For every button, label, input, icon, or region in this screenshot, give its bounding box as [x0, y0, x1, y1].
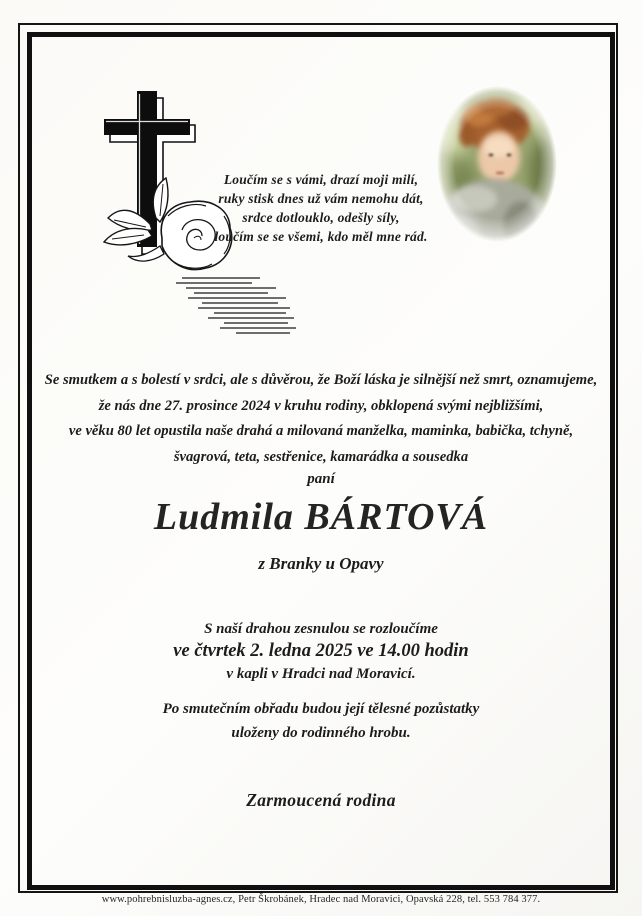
announcement-paragraph [36, 368, 606, 470]
poem-line: ruky stisk dnes už vám nemohu dát, [218, 191, 424, 206]
announcement-line: ve věku 80 let opustila naše drahá a milovaná manželka, maminka, babička, tchyně, [68, 423, 574, 439]
funeral-service-footer: www.pohrebnisluzba-agnes.cz, Petr Škrobánek, Hradec nad Moravici, Opavská 228, tel. 553 784 377. [101, 894, 541, 905]
poem-line: srdce dotlouklo, odešly síly, [242, 210, 400, 225]
shadow-hatching [176, 278, 296, 333]
burial-note-line: uloženy do rodinného hrobu. [231, 725, 411, 741]
family-signature: Zarmoucená rodina [246, 790, 396, 810]
poem-line: Loučím se s vámi, drazí moji milí, [223, 172, 419, 187]
poem-line: loučím se se všemi, kdo měl mne rád. [214, 229, 428, 244]
announcement-line: Se smutkem a s bolestí v srdci, ale s důvěrou, že Boží láska je silnější než smrt, oznamujeme, [44, 372, 598, 388]
burial-note-line: Po smutečním obřadu budou její tělesné pozůstatky [162, 701, 480, 717]
announcement-line: švagrová, teta, sestřenice, kamarádka a sousedka [173, 448, 469, 465]
deceased-name: Ludmila BÁRTOVÁ [153, 496, 489, 538]
deceased-origin: z Branky u Opavy [258, 554, 384, 573]
salutation: paní [307, 471, 335, 487]
ceremony-datetime: ve čtvrtek 2. ledna 2025 ve 14.00 hodin [173, 641, 469, 661]
announcement-line: že nás dne 27. prosince 2024 v kruhu rodiny, obklopená svými nejbližšími, [98, 397, 544, 414]
ceremony-intro: S naší drahou zesnulou se rozloučíme [204, 621, 438, 637]
ceremony-place: v kapli v Hradci nad Moravicí. [226, 666, 416, 682]
farewell-poem [36, 170, 606, 246]
